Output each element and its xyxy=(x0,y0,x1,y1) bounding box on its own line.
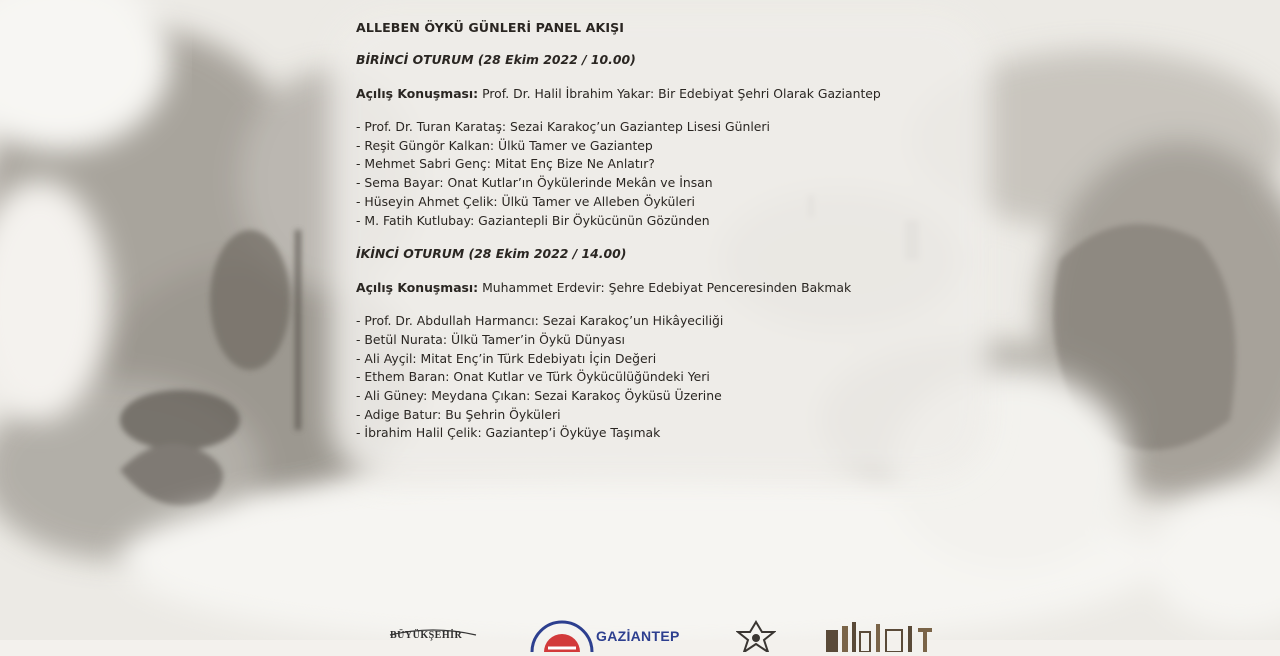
list-item: - Ali Ayçil: Mitat Enç’in Türk Edebiyatı İçin Değeri xyxy=(356,350,976,369)
page-title: ALLEBEN ÖYKÜ GÜNLERİ PANEL AKIŞI xyxy=(356,20,625,35)
buyuksehir-logo xyxy=(388,626,478,645)
list-item: - Mehmet Sabri Genç: Mitat Enç Bize Ne Anlatır? xyxy=(356,155,976,174)
speaker-list xyxy=(356,312,976,443)
university-logo xyxy=(530,620,594,656)
list-item: - Adige Batur: Bu Şehrin Öyküleri xyxy=(356,406,976,425)
list-item: - Prof. Dr. Abdullah Harmancı: Sezai Karakoç’un Hikâyeciliği xyxy=(356,312,976,331)
session-heading: BİRİNCİ OTURUM (28 Ekim 2022 / 10.00) xyxy=(356,52,636,67)
list-item: - Hüseyin Ahmet Çelik: Ülkü Tamer ve Alleben Öyküleri xyxy=(356,193,976,212)
panel-program xyxy=(356,20,976,459)
list-item: - Ali Güney: Meydana Çıkan: Sezai Karakoç Öyküsü Üzerine xyxy=(356,387,976,406)
list-item: - Sema Bayar: Onat Kutlar’ın Öykülerinde Mekân ve İnsan xyxy=(356,174,976,193)
opening-label: Açılış Konuşması: xyxy=(356,86,479,101)
speaker-list xyxy=(356,118,976,230)
opening-speech xyxy=(356,280,976,295)
opening-text: Prof. Dr. Halil İbrahim Yakar: Bir Edebiyat Şehri Olarak Gaziantep xyxy=(478,86,881,101)
buyuksehir-logo-text: BÜYÜKŞEHİR xyxy=(390,630,463,641)
gaziantep-logo-text: GAZİANTEP xyxy=(596,628,680,644)
list-item: - İbrahim Halil Çelik: Gaziantep’i Öyküye Taşımak xyxy=(356,424,976,443)
opening-speech xyxy=(356,86,976,101)
architecture-logo xyxy=(826,622,936,656)
list-item: - Ethem Baran: Onat Kutlar ve Türk Öykücülüğündeki Yeri xyxy=(356,368,976,387)
opening-text: Muhammet Erdevir: Şehre Edebiyat Penceresinden Bakmak xyxy=(478,280,852,296)
list-item: - Prof. Dr. Turan Karataş: Sezai Karakoç’un Gaziantep Lisesi Günleri xyxy=(356,118,976,137)
sponsor-logos xyxy=(0,612,1280,644)
list-item: - M. Fatih Kutlubay: Gaziantepli Bir Öykücünün Gözünden xyxy=(356,212,976,231)
star-ornament-logo xyxy=(736,620,776,656)
session-2 xyxy=(356,246,976,443)
list-item: - Reşit Güngör Kalkan: Ülkü Tamer ve Gaziantep xyxy=(356,137,976,156)
session-1 xyxy=(356,52,976,230)
session-heading: İKİNCİ OTURUM (28 Ekim 2022 / 14.00) xyxy=(356,246,627,262)
list-item: - Betül Nurata: Ülkü Tamer’in Öykü Dünyası xyxy=(356,331,976,350)
opening-label: Açılış Konuşması: xyxy=(356,280,479,296)
